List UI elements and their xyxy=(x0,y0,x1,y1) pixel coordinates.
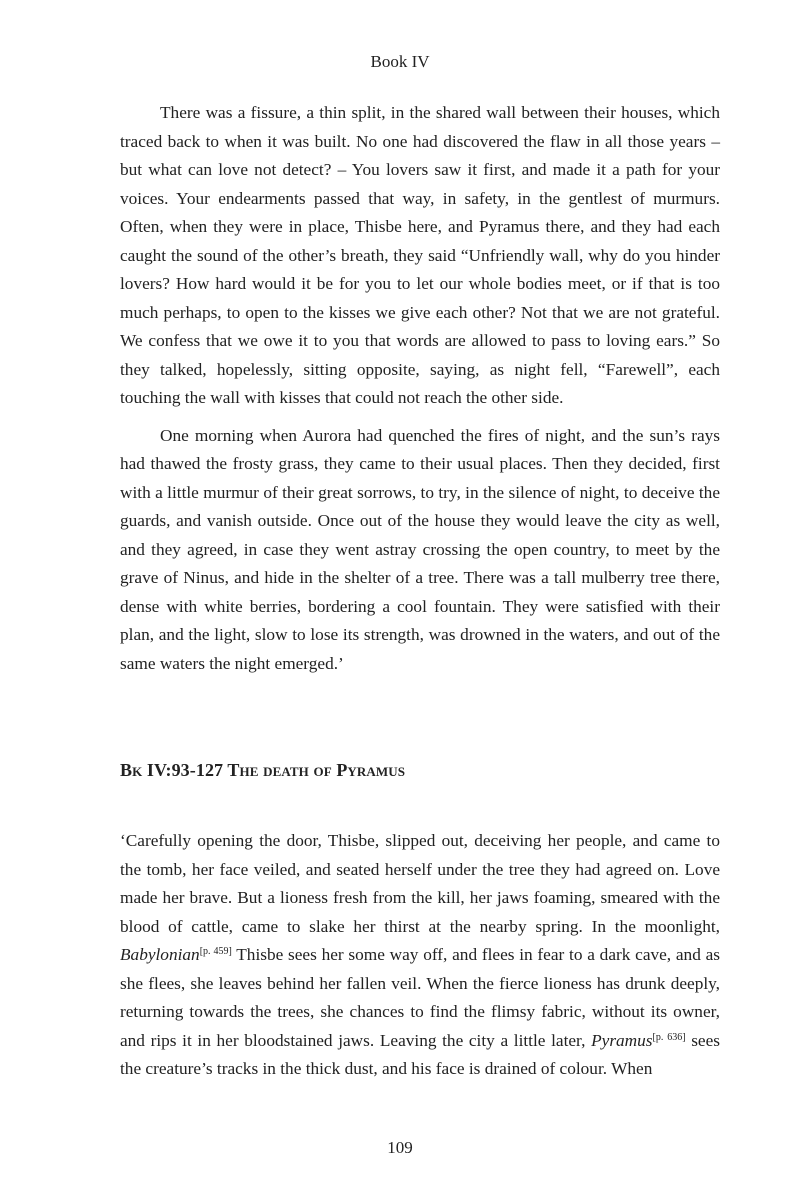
glossary-term-babylonian[interactable]: Babylonian xyxy=(120,945,200,964)
section-heading: Bk IV:93-127 The death of Pyramus xyxy=(120,760,406,780)
paragraph-wall-fissure: There was a fissure, a thin split, in the shared wall between their houses, which traced back to when it was built. No one had discovered the flaw in all those years – but what can love not detect? – You lovers saw it first, and made it a path for your voices. Your endearments passed that way, in safety, in the gentlest of murmurs. Often, when they were in place, Thisbe here, and Pyramus there, and they had each caught the sound of the other’s breath, they said “Unfriendly wall, why do you hinder lovers? How hard would it be for you to let our whole bodies meet, or if that is too much perhaps, to open to the kisses we give each other? Not that we are not grateful. We confess that we owe it to you that words are allowed to pass to loving ears.” So they talked, hopelessly, sitting opposite, saying, as night fell, “Farewell”, each touching the wall with kisses that could not reach the other side. xyxy=(120,103,720,407)
text-run: Thisbe sees her some way off, and flees in fear to a dark cave, and as she flees, she leaves behind her fallen veil. When the fierce lioness has drunk deeply, returning towards the trees, she chances to find the flimsy fabric, without its owner, and rips it in her bloodstained jaws. Leaving the city a little later, xyxy=(120,945,720,1050)
paragraph-thisbe-lioness xyxy=(120,827,720,1084)
running-header: Book IV xyxy=(370,52,430,71)
body-text-upper xyxy=(120,99,720,678)
text-run: ‘Carefully opening the door, Thisbe, slipped out, deceiving her people, and came to the tomb, her face veiled, and seated herself under the tree they had agreed on. Love made her brave. But a lioness fresh from the kill, her jaws foaming, smeared with the blood of cattle, came to slake her thirst at the nearby spring. In the moonlight, xyxy=(120,831,720,936)
text-run: sees the creature’s tracks in the thick dust, and his face is drained of colour. When xyxy=(120,1030,720,1078)
body-text-lower xyxy=(120,827,720,1084)
paragraph-aurora-morning: One morning when Aurora had quenched the fires of night, and the sun’s rays had thawed the frosty grass, they came to their usual places. Then they decided, first with a little murmur of their great sorrows, to try, in the silence of night, to deceive the guards, and vanish outside. Once out of the house they would leave the city as well, and they agreed, in case they went astray crossing the open country, to meet by the grave of Ninus, and hide in the shelter of a tree. There was a tall mulberry tree there, dense with white berries, bordering a cool fountain. They were satisfied with their plan, and the light, slow to lose its strength, was drowned in the waters, and out of the same waters the night emerged.’ xyxy=(120,425,720,673)
page-reference-link[interactable]: [p. 636] xyxy=(652,1031,686,1043)
page-reference-link[interactable]: [p. 459] xyxy=(199,946,232,957)
page-number: 109 xyxy=(387,1138,413,1157)
glossary-term-pyramus[interactable]: Pyramus xyxy=(591,1030,653,1050)
